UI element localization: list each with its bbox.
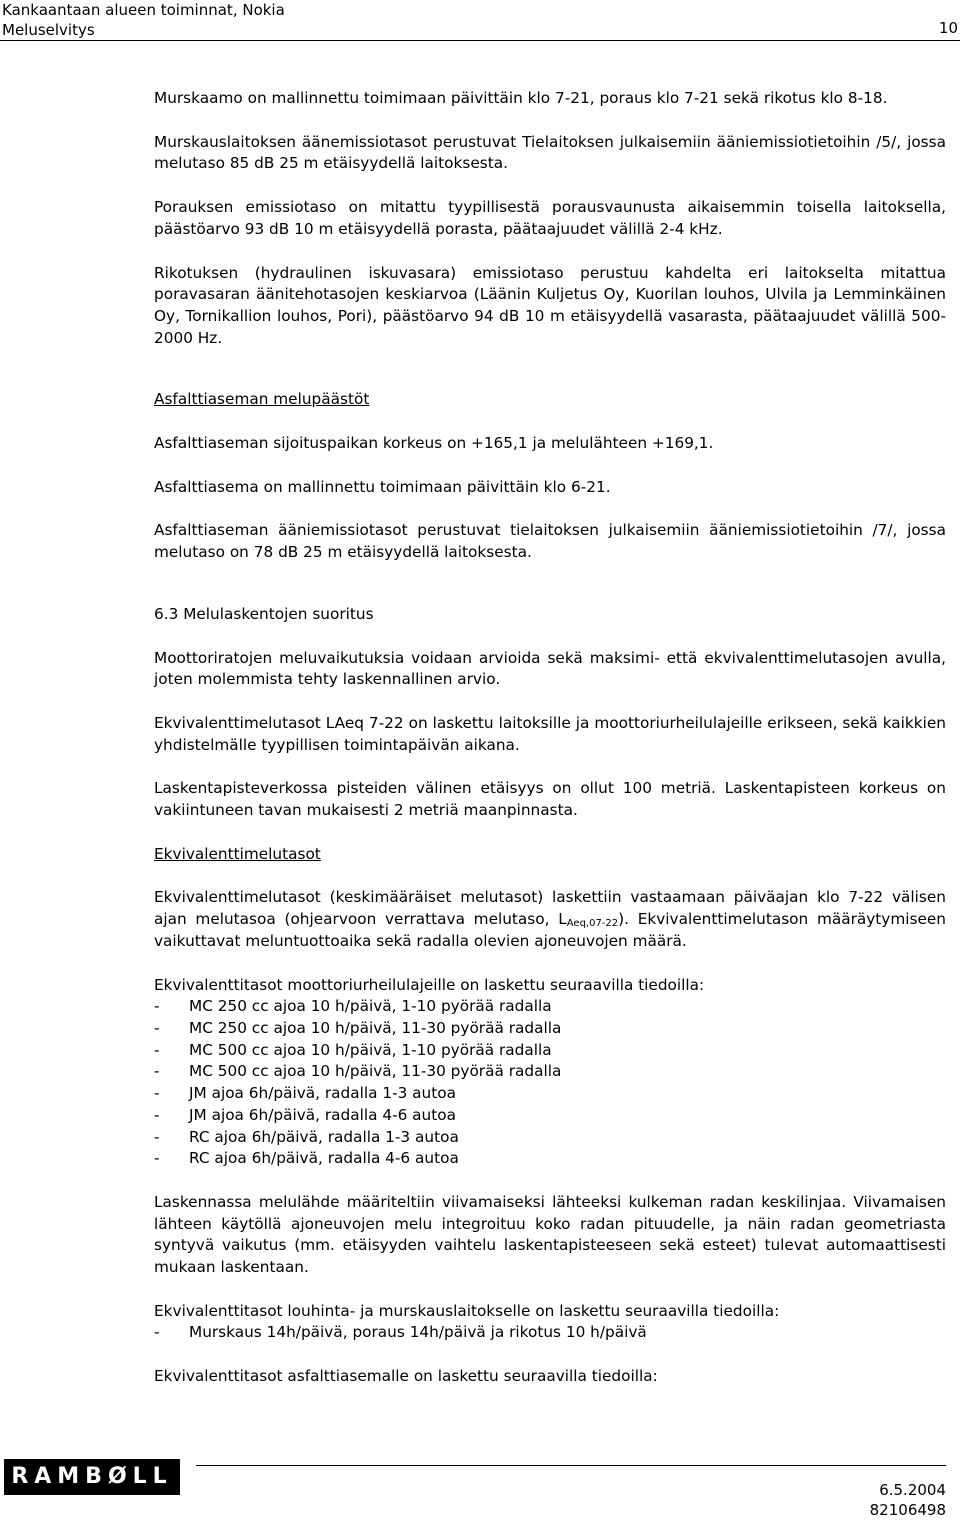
paragraph: Laskennassa melulähde määriteltiin viivamaiseksi lähteeksi kulkeman radan keskilinjaa. Viivamaisen lähteen käytöllä ajoneuvojen melu integroituu koko radan pituudelle, ja näin radan geometriasta syntyvä vaikutus (mm. etäisyyden vaihtelu laskentapisteeseen sekä esteet) tulevat automaattisesti mukaan laskentaan. <box>154 1192 946 1277</box>
list-dash: - <box>154 1149 160 1168</box>
list-item-text: JM ajoa 6h/päivä, radalla 4-6 autoa <box>189 1105 456 1124</box>
list-item-text: MC 500 cc ajoa 10 h/päivä, 1-10 pyörää radalla <box>189 1040 552 1059</box>
section-heading-ekvivalentti: Ekvivalenttimelutasot <box>154 844 321 863</box>
list-item-text: JM ajoa 6h/päivä, radalla 1-3 autoa <box>189 1084 456 1103</box>
paragraph: Laskentapisteverkossa pisteiden välinen etäisyys on ollut 100 metriä. Laskentapisteen korkeus on vakiintuneen tavan mukaisesti 2 metriä maanpinnasta. <box>154 779 946 820</box>
list-dash: - <box>154 1105 160 1124</box>
paragraph <box>154 887 946 952</box>
list-item-text: RC ajoa 6h/päivä, radalla 1-3 autoa <box>189 1127 459 1146</box>
footer-divider <box>196 1465 946 1466</box>
list-item-text: MC 250 cc ajoa 10 h/päivä, 1-10 pyörää radalla <box>189 997 552 1016</box>
list-item <box>154 1148 946 1170</box>
list-item <box>154 1083 946 1105</box>
header-subtitle: Meluselvitys <box>2 21 95 39</box>
header-title: Kankaantaan alueen toiminnat, Nokia <box>2 1 285 19</box>
list-dash: - <box>154 997 160 1016</box>
list-item <box>154 1127 946 1149</box>
page-number: 10 <box>938 19 958 37</box>
paragraph: Moottoriratojen meluvaikutuksia voidaan arvioida sekä maksimi- että ekvivalenttimelutasojen avulla, joten molemmista tehty laskennallinen arvio. <box>154 648 946 689</box>
paragraph: Ekvivalenttitasot louhinta- ja murskauslaitokselle on laskettu seuraavilla tiedoilla: <box>154 1301 780 1320</box>
list-dash: - <box>154 1062 160 1081</box>
list-item <box>154 1040 946 1062</box>
section-heading-6-3: 6.3 Melulaskentojen suoritus <box>154 604 374 623</box>
list-item <box>154 1018 946 1040</box>
paragraph-text: ). Ekvivalenttimelutason määräytymiseen vaikuttavat meluntuottoaika sekä radalla olevien ajoneuvojen määrä. <box>154 910 946 950</box>
paragraph: Asfalttiasema on mallinnettu toimimaan päivittäin klo 6-21. <box>154 477 611 496</box>
list-item <box>154 1061 946 1083</box>
paragraph: Ekvivalenttimelutasot LAeq 7-22 on laskettu laitoksille ja moottoriurheilulajeille erikseen, sekä kaikkien yhdistelmälle tyypillisen toimintapäivän aikana. <box>154 713 946 754</box>
paragraph: Ekvivalenttitasot moottoriurheilulajeille on laskettu seuraavilla tiedoilla: <box>154 975 705 994</box>
list-dash: - <box>154 1040 160 1059</box>
list-dash: - <box>154 1018 160 1037</box>
list-item-text: Murskaus 14h/päivä, poraus 14h/päivä ja rikotus 10 h/päivä <box>189 1323 647 1342</box>
footer-date: 6.5.2004 <box>879 1481 946 1499</box>
document-body <box>154 88 946 1388</box>
list-item <box>154 1105 946 1127</box>
paragraph: Rikotuksen (hydraulinen iskuvasara) emissiotaso perustuu kahdelta eri laitokselta mitattua poravasaran äänitehotasojen keskiarvoa (Läänin Kuljetus Oy, Kuorilan louhos, Ulvila ja Lemminkäinen Oy, Tornikallion louhos, Pori), päästöarvo 94 dB 10 m etäisyydellä vasarasta, päätaajuudet välillä 500-2000 Hz. <box>154 263 946 347</box>
header-divider <box>0 40 960 41</box>
list-dash: - <box>154 1084 160 1103</box>
paragraph: Ekvivalenttitasot asfalttiasemalle on laskettu seuraavilla tiedoilla: <box>154 1367 658 1386</box>
paragraph-text: Ekvivalenttimelutasot (keskimääräiset melutasot) laskettiin vastaamaan päiväajan klo 7-22 välisen ajan melutasoa (ohjearvoon verrattava melutaso, L <box>154 888 946 929</box>
footer-doc-number: 82106498 <box>869 1501 946 1519</box>
paragraph: Asfalttiaseman sijoituspaikan korkeus on +165,1 ja melulähteen +169,1. <box>154 434 714 453</box>
page-header <box>0 0 960 42</box>
paragraph: Porauksen emissiotaso on mitattu tyypillisestä porausvaunusta aikaisemmin toisella laitoksella, päästöarvo 93 dB 10 m etäisyydellä porasta, päätaajuudet välillä 2-4 kHz. <box>154 198 946 238</box>
list-item <box>154 996 946 1018</box>
page-footer <box>0 1450 960 1521</box>
ramboll-logo: RAMBØLL <box>4 1459 180 1495</box>
section-heading-asfaltti: Asfalttiaseman melupäästöt <box>154 390 370 409</box>
subscript: Aeq,07-22 <box>566 918 619 930</box>
list-item-text: RC ajoa 6h/päivä, radalla 4-6 autoa <box>189 1149 459 1168</box>
list-dash: - <box>154 1323 160 1342</box>
paragraph: Murskauslaitoksen äänemissiotasot perustuvat Tielaitoksen julkaisemiin ääniemissiotietoihin /5/, jossa melutaso 85 dB 25 m etäisyydellä laitoksesta. <box>154 132 946 173</box>
list-dash: - <box>154 1127 160 1146</box>
quarry-list <box>154 1322 946 1344</box>
list-item <box>154 1322 946 1344</box>
motorsport-list <box>154 996 946 1170</box>
paragraph: Murskaamo on mallinnettu toimimaan päivittäin klo 7-21, poraus klo 7-21 sekä rikotus klo 8-18. <box>154 89 888 107</box>
paragraph: Asfalttiaseman ääniemissiotasot perustuvat tielaitoksen julkaisemiin ääniemissiotietoihin /7/, jossa melutaso on 78 dB 25 m etäisyydellä laitoksesta. <box>154 521 946 562</box>
list-item-text: MC 500 cc ajoa 10 h/päivä, 11-30 pyörää radalla <box>189 1062 562 1081</box>
list-item-text: MC 250 cc ajoa 10 h/päivä, 11-30 pyörää radalla <box>189 1018 562 1037</box>
